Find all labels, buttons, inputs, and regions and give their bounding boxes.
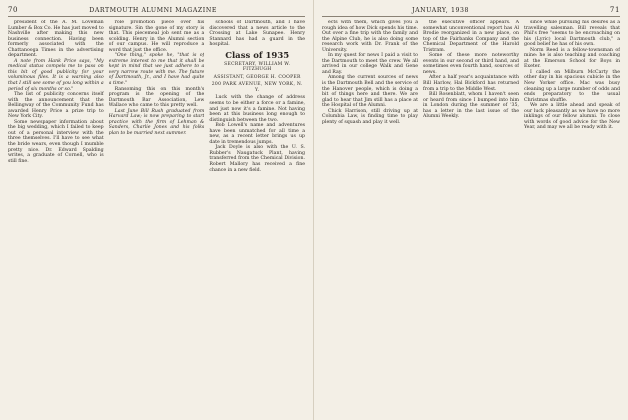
paragraph: Bill Rosenblatt, whom I haven't seen or heard from since I bumped into him in London during the summer of '35, has a letter in the last issue of the Alumni Weekly. bbox=[423, 92, 519, 120]
paragraph: Some of these more noteworthy events in our second or third hand, and sometimes even fourth hand, sources of news. bbox=[423, 53, 519, 75]
secretary-line: SECRETARY, WILLIAM W. FITZHUGH bbox=[224, 61, 291, 73]
paragraph: The list of publicity concerns itself with the announcement that the Bellingway of the Community Fund has awarded Henry Price a prize trip to New York City. bbox=[8, 92, 104, 120]
assistant-line: ASSISTANT, GEORGE H. COOPER bbox=[213, 74, 301, 80]
paragraph: Chick Harrison, still driving up at Columbia Law, is finding time to play plenty of squash and play it well. bbox=[322, 108, 418, 125]
right-columns bbox=[322, 20, 620, 418]
class-heading: Class of 1935 bbox=[225, 50, 290, 61]
paragraph: Norm Reed is a fellow-townsman of mine: he is also teaching and coaching at the Emerson School for Boys in Exeter. bbox=[524, 47, 620, 70]
paragraph: A note from Hank Price says, "My medical status compels me to pass on this bit of good publicity for your voluminous files. It is a warning also that I still see some of you long within a period of six months or so." bbox=[8, 58, 104, 92]
paragraph: Among the current sources of news is the Dartmouth Bell and the service of the Hanover people, which is doing a bit of things here and there. We are glad to hear that Jim still has a place at the Hospital of the Alumni. bbox=[322, 75, 418, 109]
column-2 bbox=[109, 20, 205, 418]
column-5 bbox=[423, 20, 519, 418]
paragraph: Luck with the change of address seems to be either a force or a famine, and just now it's a famine. Not having been at this business long enough to distinguish between the two. bbox=[209, 95, 306, 123]
column-3 bbox=[209, 20, 305, 418]
paragraph: president of the A. M. Loveman Lumber & Box Co. He has just moved to Nashville after making this new business connection. Having been formerly associated with the Chattanooga Times in the advertising department. bbox=[8, 20, 104, 59]
paragraph: Last June Bill Rush graduated from Harvard Law; is now preparing to start practice with the firm of Lehman & Sanders, Charlie Jones and his folks plan to be married next summer. bbox=[108, 108, 205, 136]
paragraph: since while pursuing his desires as a travelling salesman. Bill reveals that Phil's free "seems to be encroaching on his (Lyric) local Dartmouth club," a good belief he has of his own. bbox=[524, 20, 620, 48]
address-line: 200 PARK AVENUE, NEW YORK, N. Y. bbox=[211, 82, 303, 93]
column-1 bbox=[8, 20, 104, 418]
paragraph: Some newspaper information about the big wedding, which I failed to keep out of a personal interview with the three themselves. I'll have to see what the bride wears, even though I mumble pretty nice. Dr. Edward Spalding writes, a graduate of Cornell, who is still fine. bbox=[8, 119, 104, 164]
right-page bbox=[314, 0, 628, 420]
left-page-title: DARTMOUTH ALUMNI MAGAZINE bbox=[89, 6, 217, 14]
paragraph: role promotion piece over his signature. Sin the gone of my story is that. This piecemeal job sent me as a scolding. Henry in the Alumni section of our campus. He will reproduce a word that just the office. bbox=[108, 20, 205, 53]
right-page-header bbox=[322, 4, 620, 17]
paragraph: In my quest for news I paid a visit to the Dartmouth to meet the crew. We all arrived in our college Walk and Gene and Ray. bbox=[322, 53, 418, 75]
paragraph: After a half year's acquaintance with Bill Harlow, Hal Bickford has returned from a trip to the Middle West. bbox=[423, 75, 519, 92]
right-page-title: JANUARY, 1938 bbox=[412, 6, 470, 14]
left-columns bbox=[8, 20, 305, 418]
left-page-number: 70 bbox=[8, 6, 19, 14]
paragraph: Jack Doyle is also with the U. S. Rubber's Naugatuck Plant, having transferred from the Chemical Division. Robert Mallory has received a fine chance in a new field. bbox=[209, 145, 306, 173]
paragraph: We are a little ahead and speak of our luck pleasantly as we have no more inklings of our fellow alumni. To close with words of good advice for the New Year, and may we all be ready with it. bbox=[524, 103, 620, 131]
column-6 bbox=[524, 20, 620, 418]
paragraph: the executive officer appears. A somewhat unconventional report has Al Brodie reorganized in a new place, on top of the Fairbanks Company and the Chemical Department of the Harold Tristram. bbox=[423, 20, 519, 53]
paragraph: Ransoming this on this month's program is the opening of the Dartmouth Bar Association, Lew Wallace who came to this pretty well. bbox=[108, 86, 205, 109]
paragraph: "One thing," spoke he, "that is of extreme interest to me that it shall be kept in mind that we just adhere to a very narrow route with me. The future of Dartmouth, Jr., and I have had quite a time." bbox=[108, 53, 205, 87]
paragraph: I called on Milburn McCarty the other day in his spacious cubicle in the New Yorker office. Mac was busy cleaning up a large number of odds and ends preparatory to the usual Christmas shuffle. bbox=[524, 69, 620, 103]
paragraph: Bob Lowell's name and adventures have been unmatched for all time a new, as a recent letter brings us up date in tremendous jumps. bbox=[209, 123, 306, 145]
column-4 bbox=[322, 20, 418, 418]
paragraph: ects with them, which gives you a rough idea of how Dick spends his time. Out over a fine trip with the family and the Alpine Club, he is also doing some research work with Dr. Frank of the University. bbox=[322, 20, 418, 53]
left-page-header bbox=[8, 4, 305, 17]
right-page-number: 71 bbox=[609, 6, 620, 14]
paragraph: schools of Dartmouth, and I have discovered that a news article to the Crossing at Lake Sunapee. Henry Stannard has had a guard in the hospital. bbox=[209, 20, 306, 48]
